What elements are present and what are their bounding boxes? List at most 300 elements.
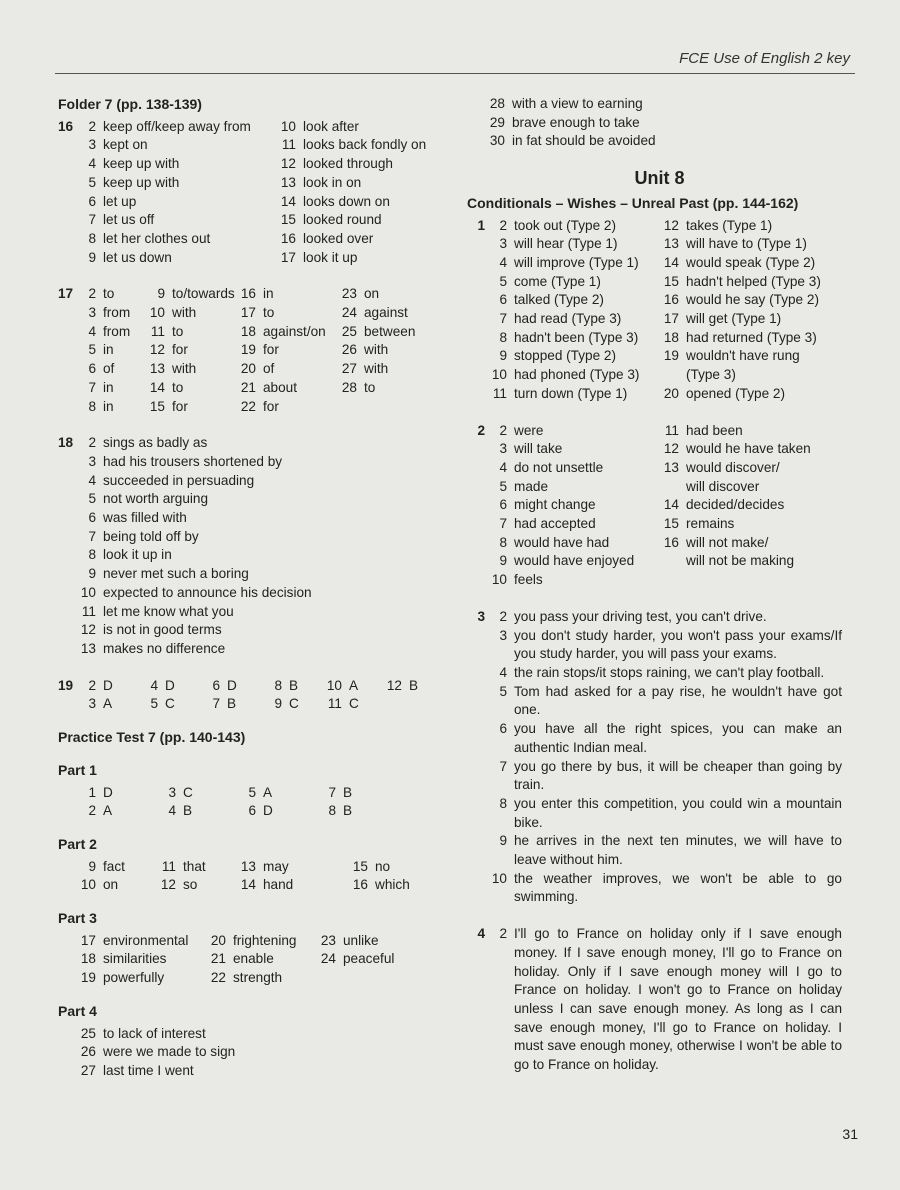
exercise-18 bbox=[58, 434, 448, 658]
answer-item bbox=[80, 490, 312, 509]
answer-row bbox=[80, 932, 448, 951]
item-number: 23 bbox=[320, 932, 336, 948]
answer-cell bbox=[320, 802, 400, 821]
item-text: similarities bbox=[103, 951, 167, 967]
unit-title: Unit 8 bbox=[634, 168, 685, 189]
answer-cell bbox=[266, 677, 326, 696]
item-number: 16 bbox=[663, 292, 679, 308]
answer-item bbox=[657, 217, 821, 236]
item-number: 9 bbox=[157, 286, 165, 302]
answer-cell bbox=[143, 360, 234, 379]
item-text: would speak (Type 2) bbox=[686, 254, 816, 270]
item-number: 14 bbox=[280, 193, 296, 209]
answer-cell bbox=[80, 304, 143, 323]
exercise-number: 1 bbox=[477, 217, 485, 233]
exercise-number: 3 bbox=[477, 608, 485, 624]
item-text: on bbox=[103, 877, 119, 893]
item-number: 4 bbox=[88, 472, 96, 488]
answer-item bbox=[485, 795, 845, 832]
item-number: 22 bbox=[210, 970, 226, 986]
item-number: 4 bbox=[150, 677, 158, 693]
answer-item bbox=[485, 925, 845, 1075]
answer-cell bbox=[80, 285, 143, 304]
answer-cell bbox=[143, 398, 234, 417]
answer-item bbox=[280, 211, 426, 230]
answer-cell bbox=[80, 323, 143, 342]
answer-cell bbox=[143, 323, 234, 342]
item-number: 2 bbox=[88, 677, 96, 693]
item-number: 12 bbox=[386, 677, 402, 693]
item-number: 2 bbox=[499, 217, 507, 233]
item-text: with bbox=[364, 342, 389, 358]
item-text: in bbox=[263, 286, 274, 302]
practice-test-heading: Practice Test 7 (pp. 140-143) bbox=[58, 729, 246, 746]
item-text: looks down on bbox=[303, 193, 390, 209]
answer-item bbox=[485, 571, 657, 590]
item-number: 14 bbox=[663, 497, 679, 513]
item-number: 5 bbox=[499, 273, 507, 289]
answer-cell bbox=[80, 379, 143, 398]
item-number: 26 bbox=[80, 1044, 96, 1060]
item-text: would he say (Type 2) bbox=[686, 292, 819, 308]
item-number: 17 bbox=[280, 249, 296, 265]
answer-item bbox=[80, 621, 312, 640]
item-text: unlike bbox=[343, 932, 379, 948]
answer-item bbox=[80, 211, 280, 230]
item-number: 5 bbox=[499, 683, 507, 699]
item-text: the weather improves, we won't be able to go swimming. bbox=[514, 870, 842, 905]
item-number: 5 bbox=[88, 342, 96, 358]
item-number: 3 bbox=[499, 441, 507, 457]
item-number: 15 bbox=[663, 273, 679, 289]
item-text: were we made to sign bbox=[103, 1044, 236, 1060]
answer-cell bbox=[80, 802, 160, 821]
answer-item bbox=[280, 118, 426, 137]
item-number: 11 bbox=[81, 603, 96, 619]
item-number: 3 bbox=[499, 627, 507, 643]
item-text: C bbox=[165, 696, 175, 712]
answer-item bbox=[485, 385, 657, 404]
folder7-heading: Folder 7 (pp. 138-139) bbox=[58, 96, 202, 112]
answer-row bbox=[80, 379, 414, 398]
item-number: 7 bbox=[212, 696, 220, 712]
item-number: 17 bbox=[240, 305, 256, 321]
answer-item bbox=[657, 366, 821, 385]
answer-item bbox=[485, 552, 657, 571]
item-text: being told off by bbox=[103, 528, 199, 544]
exercise-19 bbox=[58, 677, 448, 714]
answer-row bbox=[80, 858, 448, 877]
item-text: succeeded in persuading bbox=[103, 472, 255, 488]
item-text: do not unsettle bbox=[514, 459, 604, 475]
item-number: 10 bbox=[491, 367, 507, 383]
item-number: 7 bbox=[328, 784, 336, 800]
answer-cell bbox=[234, 323, 335, 342]
answer-item bbox=[657, 440, 811, 459]
item-number: 13 bbox=[663, 236, 679, 252]
answer-cell bbox=[352, 876, 432, 895]
answer-row bbox=[80, 876, 448, 895]
item-number: 9 bbox=[499, 348, 507, 364]
answer-cell bbox=[80, 784, 160, 803]
item-text: look it up bbox=[303, 249, 358, 265]
item-number: 4 bbox=[499, 459, 507, 475]
item-text: for bbox=[263, 398, 279, 414]
answer-item bbox=[657, 534, 811, 553]
item-number: 16 bbox=[240, 286, 256, 302]
u8-exercise-2 bbox=[467, 422, 852, 590]
item-number: 1 bbox=[88, 784, 96, 800]
answer-cell bbox=[210, 969, 320, 988]
answer-cell bbox=[240, 858, 352, 877]
u8-exercise-4 bbox=[467, 925, 852, 1075]
answer-cell bbox=[160, 802, 240, 821]
item-number: 4 bbox=[168, 803, 176, 819]
answer-item bbox=[485, 832, 845, 869]
exercise-number: 16 bbox=[58, 118, 74, 134]
item-text: in bbox=[103, 342, 114, 358]
answer-cell bbox=[335, 341, 414, 360]
answer-row bbox=[80, 802, 448, 821]
item-text: about bbox=[263, 379, 298, 395]
item-text: makes no difference bbox=[103, 640, 226, 656]
answer-item bbox=[80, 584, 312, 603]
answer-item bbox=[280, 136, 426, 155]
answer-item bbox=[485, 422, 657, 441]
item-number: 24 bbox=[320, 951, 336, 967]
answer-cell bbox=[80, 876, 160, 895]
item-text: for bbox=[263, 342, 279, 358]
item-text: B bbox=[183, 803, 193, 819]
item-number: 26 bbox=[341, 342, 357, 358]
item-number: 8 bbox=[88, 398, 96, 414]
item-text: let her clothes out bbox=[103, 230, 211, 246]
item-text: hadn't helped (Type 3) bbox=[686, 273, 821, 289]
answer-item bbox=[58, 1025, 448, 1044]
item-text: will improve (Type 1) bbox=[514, 254, 639, 270]
left-column bbox=[58, 95, 448, 1081]
item-text: never met such a boring bbox=[103, 566, 249, 582]
item-text: may bbox=[263, 858, 289, 874]
item-number: 3 bbox=[88, 137, 96, 153]
item-number: 15 bbox=[663, 516, 679, 532]
item-text: stopped (Type 2) bbox=[514, 348, 617, 364]
item-number: 30 bbox=[489, 133, 505, 149]
item-number: 4 bbox=[88, 323, 96, 339]
answer-item bbox=[657, 478, 811, 497]
item-text: come (Type 1) bbox=[514, 273, 601, 289]
item-text: from bbox=[103, 305, 131, 321]
item-text: let us off bbox=[103, 212, 155, 228]
item-number: 7 bbox=[88, 528, 96, 544]
item-number: 22 bbox=[240, 398, 256, 414]
item-number: 16 bbox=[352, 877, 368, 893]
item-number: 7 bbox=[499, 311, 507, 327]
item-text: B bbox=[343, 784, 353, 800]
item-text: you pass your driving test, you can't drive. bbox=[514, 608, 767, 624]
answer-row bbox=[80, 398, 414, 417]
item-text: B bbox=[289, 677, 299, 693]
item-text: brave enough to take bbox=[512, 114, 640, 130]
answer-cell bbox=[234, 285, 335, 304]
item-text: remains bbox=[686, 516, 735, 532]
answer-item bbox=[485, 273, 657, 292]
answer-cell bbox=[234, 341, 335, 360]
item-number: 5 bbox=[150, 696, 158, 712]
item-number: 9 bbox=[499, 833, 507, 849]
answer-item bbox=[485, 478, 657, 497]
answer-cell bbox=[142, 695, 204, 714]
answer-item bbox=[657, 291, 821, 310]
item-text: will have to (Type 1) bbox=[686, 236, 807, 252]
item-number: 2 bbox=[499, 926, 507, 942]
item-number: 6 bbox=[499, 721, 507, 737]
answer-cell bbox=[240, 802, 320, 821]
item-number: 13 bbox=[80, 640, 96, 656]
item-text: would he have taken bbox=[686, 441, 811, 457]
item-text: C bbox=[349, 696, 359, 712]
item-text: keep off/keep away from bbox=[103, 118, 251, 134]
exercise-number: 18 bbox=[58, 435, 74, 451]
item-number: 8 bbox=[88, 230, 96, 246]
answer-cell bbox=[240, 784, 320, 803]
answer-row bbox=[80, 360, 414, 379]
answer-cell bbox=[80, 858, 160, 877]
answer-cell bbox=[335, 304, 414, 323]
answer-cell bbox=[234, 360, 335, 379]
item-number: 19 bbox=[663, 348, 679, 364]
answer-cell bbox=[320, 784, 400, 803]
answer-item bbox=[485, 254, 657, 273]
answer-cell bbox=[386, 677, 436, 696]
item-number: 10 bbox=[491, 572, 507, 588]
answer-cell bbox=[352, 858, 432, 877]
item-text: is not in good terms bbox=[103, 622, 222, 638]
item-number: 18 bbox=[80, 951, 96, 967]
exercise-17 bbox=[58, 285, 448, 416]
item-number: 17 bbox=[80, 932, 96, 948]
answer-cell bbox=[234, 379, 335, 398]
item-text: against bbox=[364, 305, 408, 321]
answer-item bbox=[80, 565, 312, 584]
item-number: 6 bbox=[88, 510, 96, 526]
item-text: with bbox=[364, 361, 389, 377]
item-number: 16 bbox=[280, 230, 296, 246]
item-text: from bbox=[103, 323, 131, 339]
answer-item bbox=[80, 136, 280, 155]
item-number: 20 bbox=[210, 932, 226, 948]
item-text: let me know what you bbox=[103, 603, 234, 619]
answer-item bbox=[485, 217, 657, 236]
answer-cell bbox=[326, 695, 386, 714]
answer-cell bbox=[80, 950, 210, 969]
item-text: A bbox=[349, 677, 359, 693]
item-text: to bbox=[172, 379, 184, 395]
item-number: 25 bbox=[80, 1025, 96, 1041]
answer-item bbox=[80, 155, 280, 174]
answer-item bbox=[485, 608, 845, 627]
item-number: 12 bbox=[280, 156, 296, 172]
answer-item bbox=[80, 453, 312, 472]
answer-cell bbox=[80, 398, 143, 417]
item-number: 13 bbox=[149, 361, 165, 377]
part4-label: Part 4 bbox=[58, 1002, 97, 1019]
answer-item bbox=[657, 515, 811, 534]
item-text: not worth arguing bbox=[103, 491, 209, 507]
item-text: hadn't been (Type 3) bbox=[514, 329, 639, 345]
item-text: that bbox=[183, 858, 206, 874]
item-text: in bbox=[103, 398, 114, 414]
answer-cell bbox=[143, 285, 234, 304]
item-text: D bbox=[103, 784, 113, 800]
item-text: B bbox=[343, 803, 353, 819]
item-number: 15 bbox=[352, 858, 368, 874]
item-number: 19 bbox=[80, 970, 96, 986]
item-number: 11 bbox=[492, 385, 507, 401]
answer-item bbox=[657, 552, 811, 571]
item-text: D bbox=[165, 677, 175, 693]
answer-cell bbox=[80, 341, 143, 360]
item-number: 8 bbox=[274, 677, 282, 693]
answer-item bbox=[80, 434, 312, 453]
item-number: 6 bbox=[88, 361, 96, 377]
item-text: would have had bbox=[514, 534, 610, 550]
answer-item bbox=[485, 329, 657, 348]
answer-cell bbox=[80, 969, 210, 988]
item-text: keep up with bbox=[103, 174, 180, 190]
answer-item bbox=[58, 1062, 448, 1081]
answer-item bbox=[485, 720, 845, 757]
item-text: sings as badly as bbox=[103, 435, 208, 451]
item-text: B bbox=[409, 677, 419, 693]
answer-item bbox=[485, 235, 657, 254]
item-number: 2 bbox=[88, 435, 96, 451]
item-number: 12 bbox=[663, 217, 679, 233]
item-text: look it up in bbox=[103, 547, 172, 563]
item-number: 25 bbox=[341, 323, 357, 339]
answer-item bbox=[467, 114, 852, 133]
answer-cell bbox=[80, 695, 142, 714]
answer-item bbox=[280, 193, 426, 212]
answer-item bbox=[80, 528, 312, 547]
item-text: C bbox=[183, 784, 193, 800]
item-number: 10 bbox=[491, 870, 507, 886]
item-text: were bbox=[514, 422, 544, 438]
answer-item bbox=[467, 95, 852, 114]
answer-item bbox=[80, 118, 280, 137]
item-text: environmental bbox=[103, 932, 189, 948]
exercise-number: 4 bbox=[477, 926, 485, 942]
item-number: 11 bbox=[281, 137, 296, 153]
item-number: 19 bbox=[240, 342, 256, 358]
item-text: to lack of interest bbox=[103, 1025, 206, 1041]
item-number: 23 bbox=[341, 286, 357, 302]
item-text: will take bbox=[514, 441, 563, 457]
answer-cell bbox=[143, 379, 234, 398]
item-text: kept on bbox=[103, 137, 148, 153]
item-text: will get (Type 1) bbox=[686, 311, 782, 327]
item-number: 4 bbox=[88, 156, 96, 172]
answer-item bbox=[485, 683, 845, 720]
item-text: was filled with bbox=[103, 510, 187, 526]
item-number: 16 bbox=[663, 534, 679, 550]
answer-row bbox=[80, 285, 414, 304]
answer-item bbox=[58, 1043, 448, 1062]
answer-cell bbox=[80, 360, 143, 379]
item-number: 3 bbox=[88, 453, 96, 469]
item-text: to/towards bbox=[172, 286, 235, 302]
item-text: looked over bbox=[303, 230, 374, 246]
item-number: 11 bbox=[327, 696, 342, 712]
item-text: feels bbox=[514, 572, 543, 588]
item-text: will not make/ bbox=[686, 534, 769, 550]
item-text: to bbox=[172, 323, 184, 339]
item-number: 21 bbox=[210, 951, 226, 967]
item-number: 9 bbox=[274, 696, 282, 712]
answer-item bbox=[485, 870, 845, 907]
answer-cell bbox=[143, 304, 234, 323]
item-text: might change bbox=[514, 497, 596, 513]
item-text: let up bbox=[103, 193, 137, 209]
item-number: 5 bbox=[499, 478, 507, 494]
page-number: 31 bbox=[842, 1126, 858, 1142]
answer-cell bbox=[160, 858, 240, 877]
item-text: which bbox=[375, 877, 410, 893]
item-text: peaceful bbox=[343, 951, 395, 967]
item-number: 10 bbox=[280, 118, 296, 134]
item-number: 12 bbox=[149, 342, 165, 358]
item-number: 9 bbox=[88, 249, 96, 265]
item-text: of bbox=[103, 361, 115, 377]
item-number: 14 bbox=[240, 877, 256, 893]
item-text: turn down (Type 1) bbox=[514, 385, 628, 401]
answer-item bbox=[657, 273, 821, 292]
item-text: frightening bbox=[233, 932, 297, 948]
item-text: with bbox=[172, 305, 197, 321]
answer-item bbox=[80, 193, 280, 212]
answer-cell bbox=[240, 876, 352, 895]
item-text: had read (Type 3) bbox=[514, 311, 622, 327]
answer-cell bbox=[335, 285, 414, 304]
item-text: keep up with bbox=[103, 156, 180, 172]
answer-cell bbox=[335, 323, 414, 342]
item-text: Tom had asked for a pay rise, he wouldn't have got one. bbox=[514, 683, 842, 718]
item-text: powerfully bbox=[103, 970, 165, 986]
item-number: 28 bbox=[489, 96, 505, 111]
item-number: 13 bbox=[280, 174, 296, 190]
answer-cell bbox=[320, 932, 410, 951]
item-number: 3 bbox=[499, 236, 507, 252]
item-number: 10 bbox=[80, 877, 96, 893]
answer-row bbox=[80, 341, 414, 360]
item-text: expected to announce his decision bbox=[103, 584, 312, 600]
answer-cell bbox=[80, 932, 210, 951]
item-number: 8 bbox=[499, 329, 507, 345]
item-number: 2 bbox=[499, 608, 507, 624]
item-number: 7 bbox=[88, 212, 96, 228]
answer-item bbox=[657, 496, 811, 515]
answer-item bbox=[485, 627, 845, 664]
item-text: had phoned (Type 3) bbox=[514, 367, 640, 383]
item-number: 11 bbox=[161, 858, 176, 874]
item-text: with a view to earning bbox=[512, 96, 643, 111]
answer-item bbox=[80, 230, 280, 249]
answer-item bbox=[485, 534, 657, 553]
answer-item bbox=[280, 230, 426, 249]
item-number: 11 bbox=[150, 323, 165, 339]
item-text: opened (Type 2) bbox=[686, 385, 785, 401]
unit-heading: Conditionals – Wishes – Unreal Past (pp. 144-162) bbox=[467, 194, 799, 211]
